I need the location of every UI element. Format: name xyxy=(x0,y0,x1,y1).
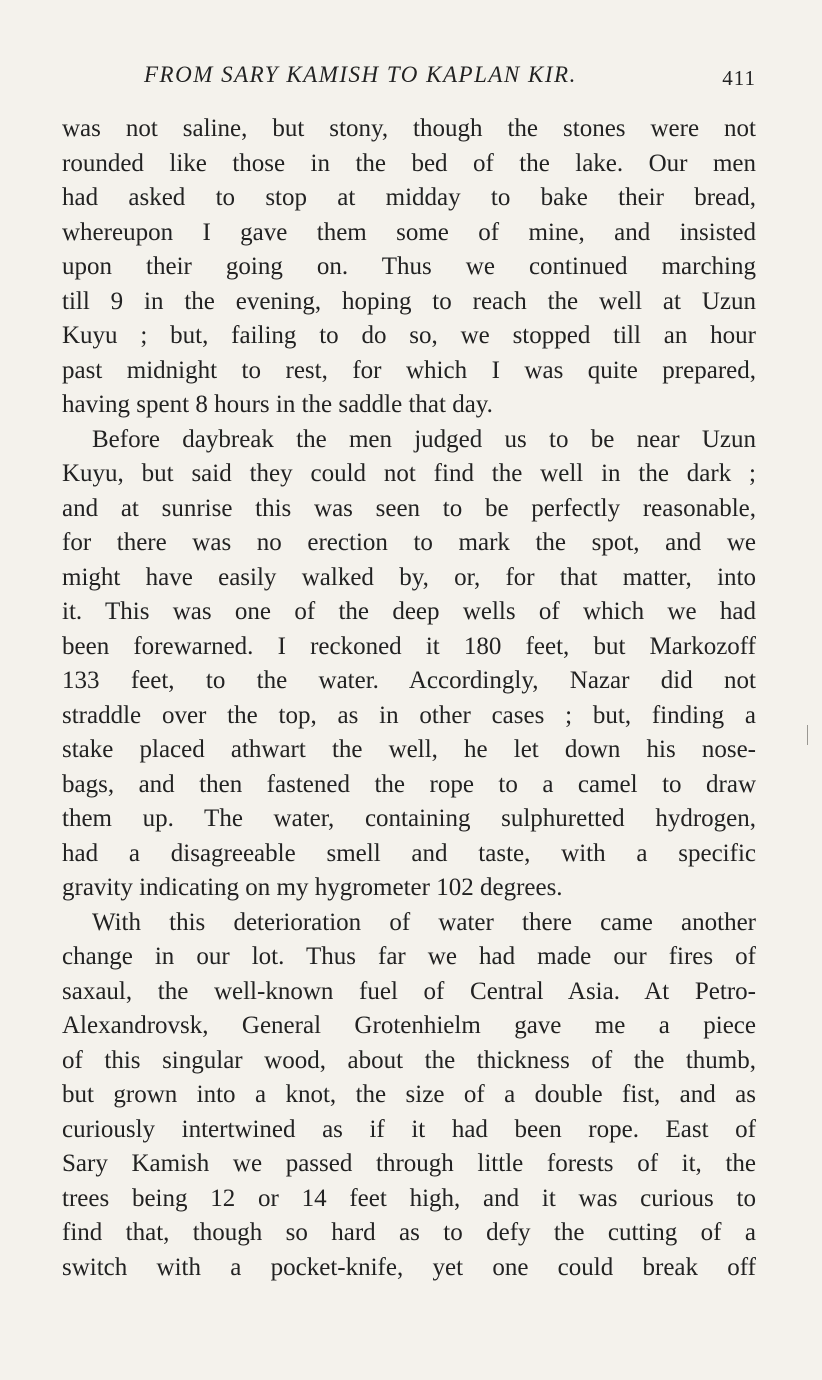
text-line: curiously intertwined as if it had been rope. East of xyxy=(62,1115,756,1143)
text-line: Sary Kamish we passed through little forests of it, the xyxy=(62,1150,756,1177)
margin-mark xyxy=(807,725,808,745)
text-line: 133 feet, to the water. Accordingly, Nazar did not xyxy=(62,667,756,694)
text-line: and at sunrise this was seen to be perfectly reasonable, xyxy=(62,494,756,522)
text-line: till 9 in the evening, hoping to reach the well at Uzun xyxy=(62,287,756,315)
text-line: whereupon I gave them some of mine, and insisted xyxy=(62,218,756,246)
text-line: had asked to stop at midday to bake their bread, xyxy=(62,184,756,211)
text-line: been forewarned. I reckoned it 180 feet, but Markozoff xyxy=(62,632,756,660)
text-line: had a disagreeable smell and taste, with a specific xyxy=(62,839,756,867)
text-line: find that, though so hard as to defy the cutting of a xyxy=(62,1219,756,1246)
text-line: having spent 8 hours in the saddle that day. xyxy=(62,391,493,418)
text-line: Before daybreak the men judged us to be near Uzun xyxy=(92,425,756,453)
text-line: might have easily walked by, or, for that matter, into xyxy=(62,563,756,591)
text-line: Kuyu ; but, failing to do so, we stopped till an hour xyxy=(62,322,756,349)
body-text xyxy=(62,112,756,1285)
text-line: stake placed athwart the well, he let down his nose- xyxy=(62,736,756,763)
page-number: 411 xyxy=(722,66,756,90)
text-line: for there was no erection to mark the spot, and we xyxy=(62,529,756,556)
text-line: gravity indicating on my hygrometer 102 degrees. xyxy=(62,874,563,901)
text-line: saxaul, the well-known fuel of Central Asia. At Petro- xyxy=(62,977,756,1005)
text-line: it. This was one of the deep wells of which we had xyxy=(62,598,756,625)
text-line: Alexandrovsk, General Grotenhielm gave me a piece xyxy=(62,1012,756,1039)
running-head xyxy=(62,62,758,92)
text-line: them up. The water, containing sulphuretted hydrogen, xyxy=(62,805,756,832)
text-line: was not saline, but stony, though the stones were not xyxy=(62,115,756,142)
text-line: but grown into a knot, the size of a double fist, and as xyxy=(62,1081,756,1108)
text-line: With this deterioration of water there came another xyxy=(92,908,756,936)
text-line: past midnight to rest, for which I was quite prepared, xyxy=(62,356,756,384)
text-line: switch with a pocket-knife, yet one could break off xyxy=(62,1253,756,1281)
text-line: trees being 12 or 14 feet high, and it was curious to xyxy=(62,1184,756,1212)
text-line: rounded like those in the bed of the lake. Our men xyxy=(62,149,756,177)
text-line: upon their going on. Thus we continued marching xyxy=(62,253,756,280)
running-title: FROM SARY KAMISH TO KAPLAN KIR. xyxy=(144,62,577,87)
text-line: bags, and then fastened the rope to a camel to draw xyxy=(62,770,756,798)
text-line: Kuyu, but said they could not find the well in the dark ; xyxy=(62,460,756,487)
text-line: straddle over the top, as in other cases ; but, finding a xyxy=(62,701,756,729)
text-line: change in our lot. Thus far we had made our fires of xyxy=(62,943,756,970)
text-line: of this singular wood, about the thickness of the thumb, xyxy=(62,1046,756,1074)
